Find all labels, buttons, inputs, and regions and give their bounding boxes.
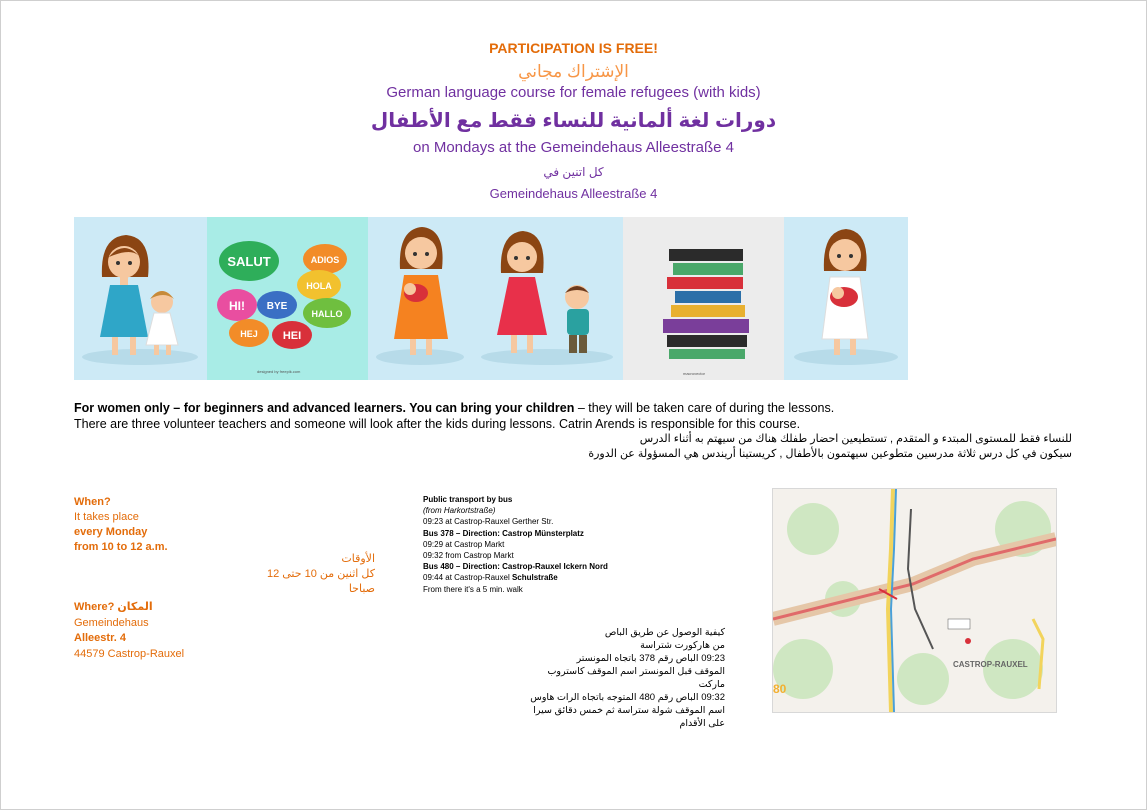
bubble-hei: HEI — [282, 330, 302, 342]
transport-line-6a: 09:44 at Castrop-Rauxel — [423, 573, 512, 583]
route-map — [772, 488, 1057, 713]
intro-line-1 — [74, 400, 874, 416]
intro-line-2: There are three volunteer teachers and someone will look after the kids during lessons. Catrin Arends is responsible for this course. — [74, 417, 801, 431]
mother-baby-illustration — [368, 217, 471, 380]
map-label-city: CASTROP-RAUXEL — [953, 660, 1028, 669]
transport-arabic-line-3: 09:23 الباص رقم 378 باتجاه المونستر — [576, 653, 725, 664]
bubble-hej: HEJ — [240, 329, 258, 339]
woman-baby-illustration — [784, 217, 908, 380]
when-title: When? — [74, 496, 111, 508]
transport-line-6b: Schulstraße — [511, 573, 558, 583]
transport-line-5: Bus 480 – Direction: Castrop-Rauxel Ickern Nord — [423, 562, 608, 572]
where-line-1: Gemeindehaus — [74, 616, 149, 629]
transport-line-3: 09:29 at Castrop Markt — [423, 539, 505, 549]
mondays-location-english: on Mondays at the Gemeindehaus Alleestraße 4 — [412, 139, 735, 156]
bubble-hallo: HALLO — [311, 309, 343, 319]
transport-line-7: From there it's a 5 min. walk — [423, 584, 523, 594]
transport-arabic-line-4: الموقف قبل المونستر اسم الموقف كاستروب ماركت — [547, 666, 725, 690]
transport-title: Public transport by bus — [423, 495, 513, 504]
bubble-adios: ADIOS — [310, 255, 340, 265]
when-arabic — [240, 552, 375, 597]
transport-arabic — [520, 626, 725, 730]
transport-line-6 — [423, 572, 683, 583]
transport-line-1: 09:23 at Castrop-Rauxel Gerther Str. — [423, 517, 554, 527]
bubble-hola: HOLA — [306, 281, 332, 291]
where-line-2: Alleestr. 4 — [74, 632, 126, 644]
participation-free-heading: PARTICIPATION IS FREE! — [489, 40, 658, 56]
transport-arabic-line-1: كيفية الوصول عن طريق الباص — [604, 627, 725, 638]
transport-arabic-line-2: من هاركورت شتراسة — [640, 640, 725, 651]
books-credit: macrovector — [683, 371, 706, 376]
transport-arabic-line-6: اسم الموقف شولة ستراسة ثم خمس دقائق سيرا على الأقدام — [533, 705, 725, 729]
bubble-hi: HI! — [229, 299, 245, 313]
when-arabic-title: الأوقات — [341, 553, 375, 565]
transport-arabic-line-5: 09:32 الباص رقم 480 المتوجه باتجاه الرات هاوس — [530, 692, 725, 703]
intro-arabic-line-2: سيكون في كل درس ثلاثة مدرسين متطوعين سيهتمون بالأطفال , كريستينا أريندس هي المسؤولة عن الدورة — [588, 448, 1072, 460]
when-section — [74, 495, 168, 555]
location-name: Gemeindehaus Alleestraße 4 — [489, 186, 658, 201]
where-title: Where? المكان — [74, 601, 153, 613]
speech-bubbles-illustration — [207, 217, 368, 380]
bubble-bye: BYE — [266, 301, 288, 312]
freepik-credit: designed by freepik.com — [257, 369, 301, 374]
transport-section — [423, 494, 683, 595]
when-line-2: every Monday — [74, 526, 148, 538]
mother-son-illustration — [471, 217, 623, 380]
mother-daughter-illustration — [74, 217, 207, 380]
intro-bold: For women only – for beginners and advanced learners. You can bring your children — [74, 401, 575, 415]
transport-line-4: 09:32 from Castrop Markt — [423, 551, 514, 561]
transport-line-2: Bus 378 – Direction: Castrop Münsterplatz — [423, 528, 584, 538]
when-line-3: from 10 to 12 a.m. — [74, 541, 168, 553]
intro-rest: – they will be taken care of during the lessons. — [574, 401, 835, 415]
route-map-drawing — [773, 489, 1056, 712]
course-title-arabic: دورات لغة ألمانية للنساء فقط مع الأطفال — [370, 110, 777, 132]
when-line-1: It takes place — [74, 511, 139, 523]
mondays-arabic: كل اتنين في — [543, 165, 604, 179]
books-stack-illustration — [623, 217, 784, 380]
where-line-3: 44579 Castrop-Rauxel — [74, 647, 185, 660]
map-label-number: 80 — [773, 682, 787, 696]
intro-arabic — [352, 432, 1072, 462]
intro-arabic-line-1: للنساء فقط للمستوى المبتدء و المتقدم , تستطيعين احضار طفلك هناك من سيهتم به أثناء الدرس — [639, 433, 1072, 445]
where-section — [74, 600, 184, 662]
intro-text — [74, 400, 874, 432]
participation-free-arabic: الإشتراك مجاني — [518, 62, 629, 81]
when-arabic-line: كل اثنين من 10 حتى 12 صباحا — [266, 568, 375, 595]
course-title-english: German language course for female refugees (with kids) — [386, 84, 761, 101]
transport-sub: (from Harkortstraße) — [423, 506, 496, 516]
bubble-salut: SALUT — [227, 254, 271, 269]
